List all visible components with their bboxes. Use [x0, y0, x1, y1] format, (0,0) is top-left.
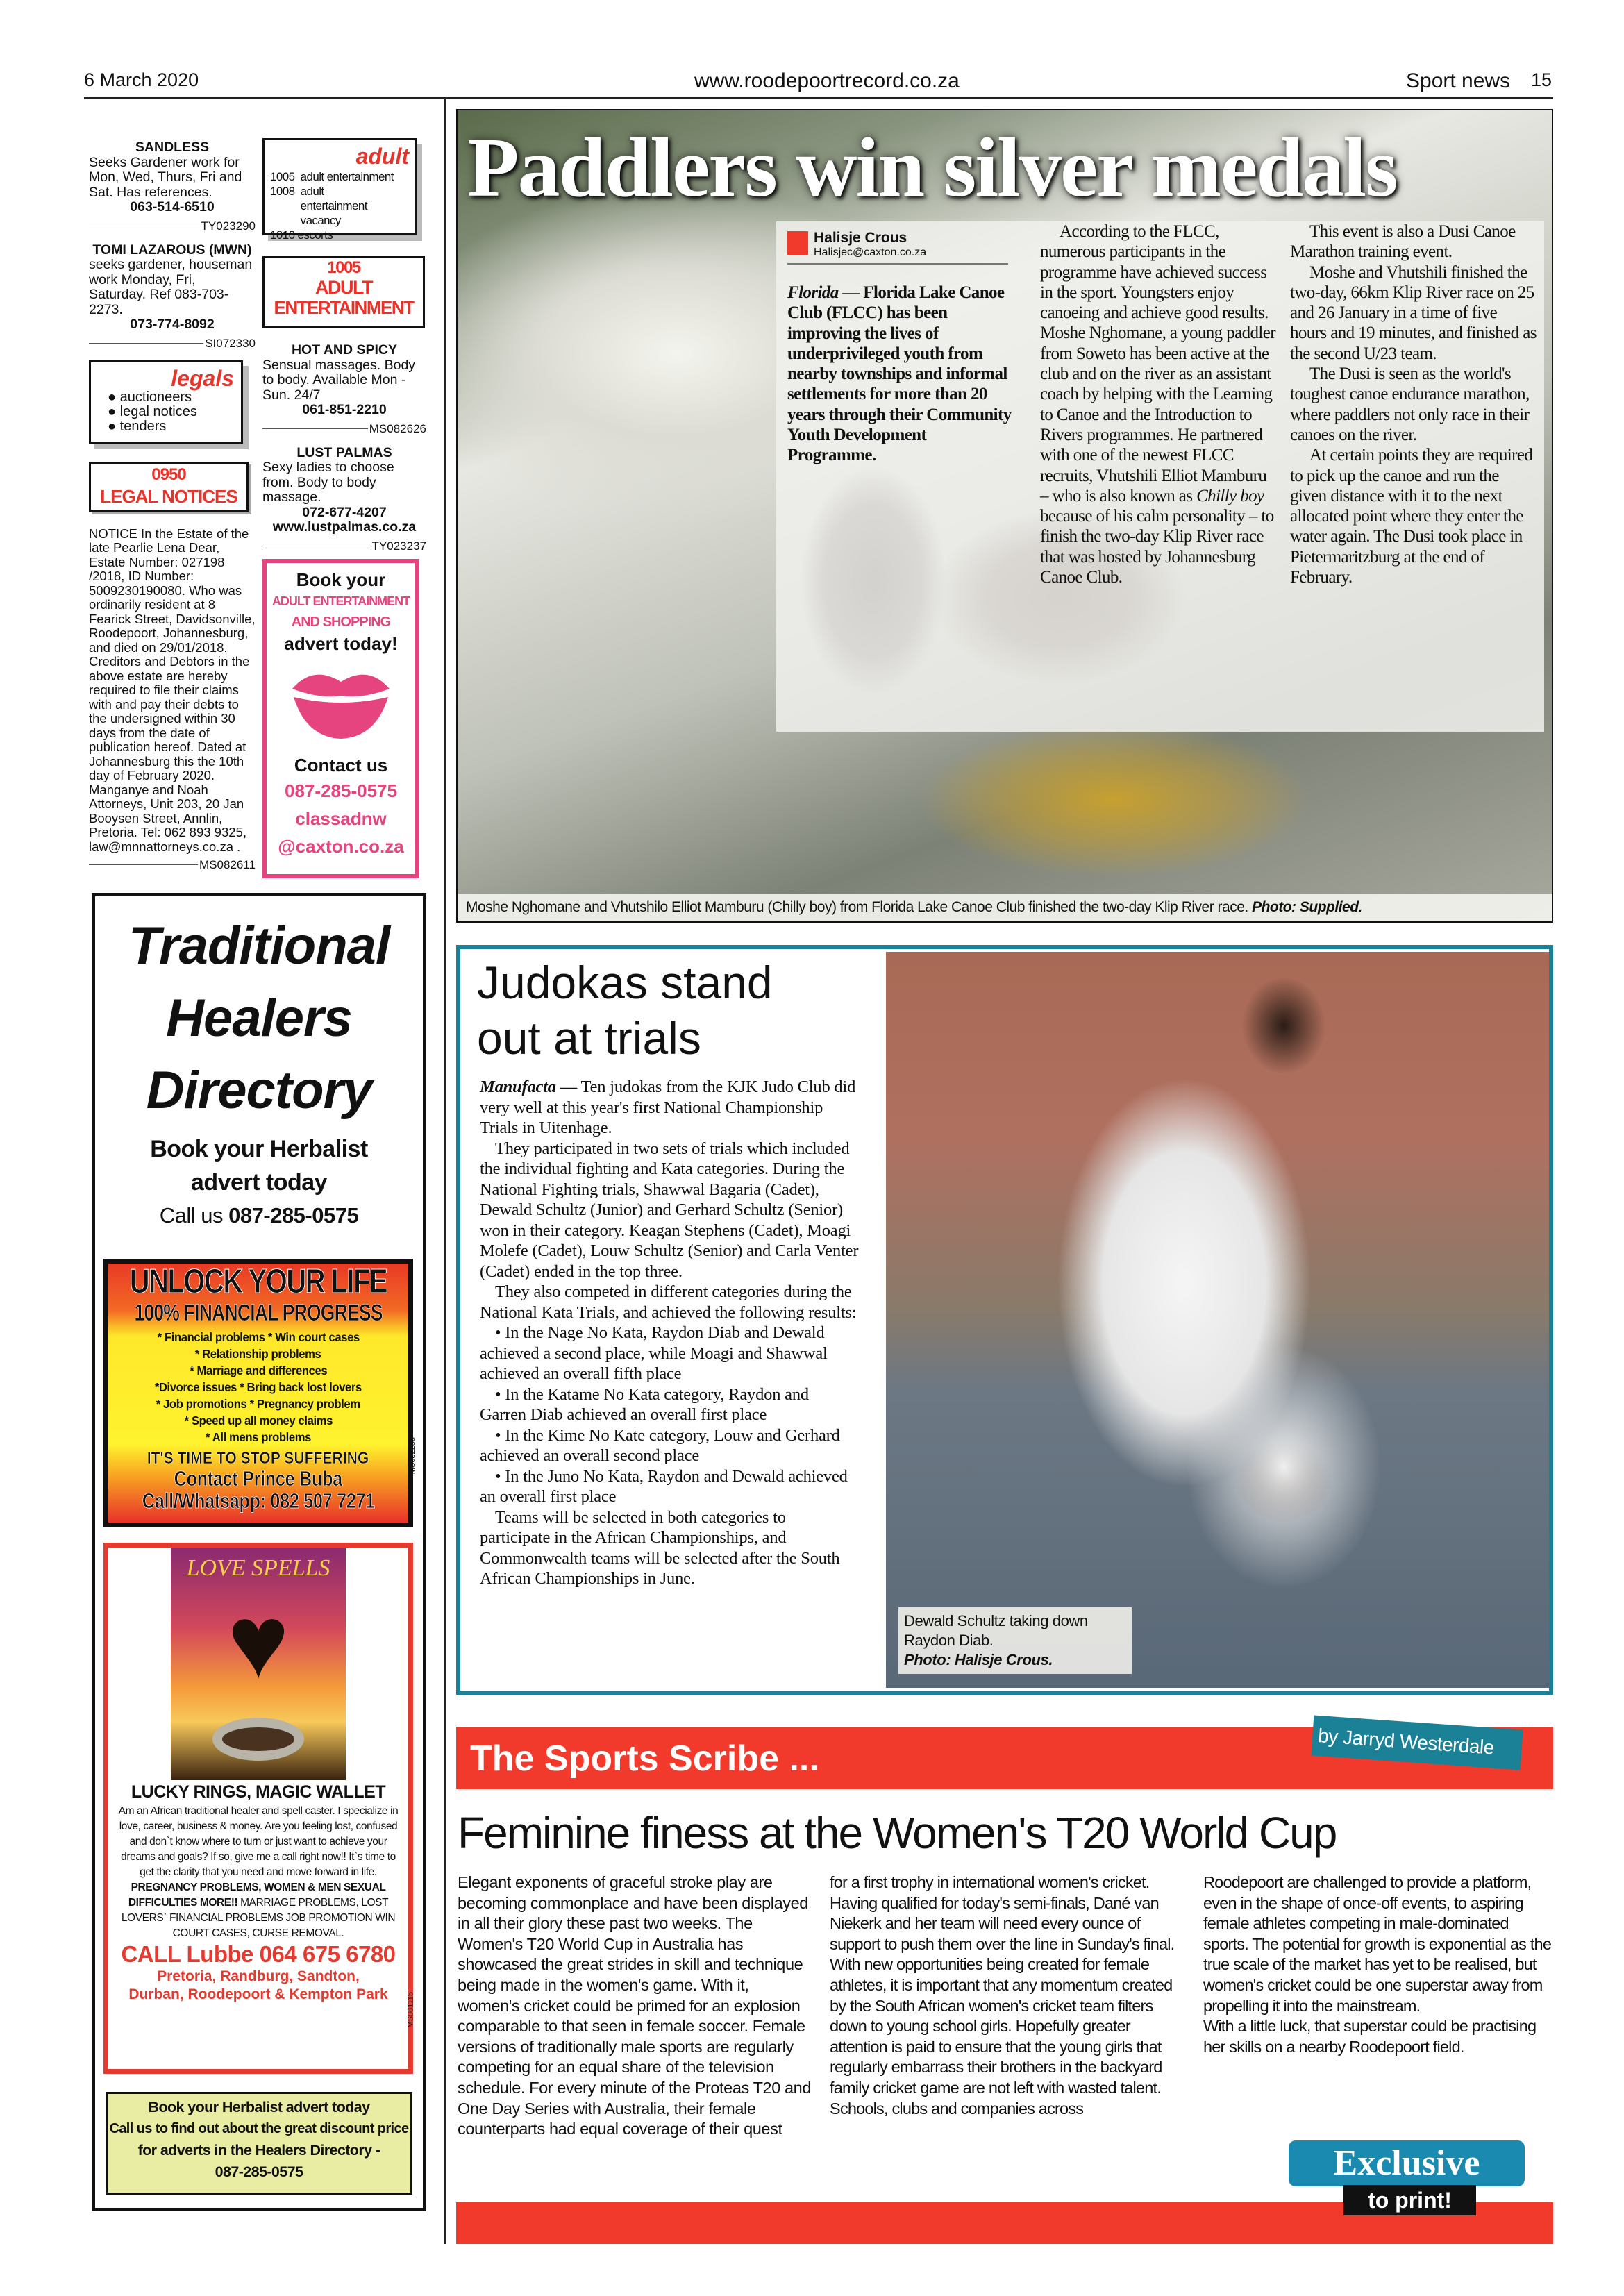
ad-title: TOMI LAZAROUS (MWN) — [92, 242, 252, 258]
ring-icon — [212, 1718, 304, 1761]
article-headline: Paddlers win silver medals — [467, 121, 1397, 215]
promo-line: ADULT ENTERTAINMENT — [271, 594, 410, 608]
book-adult-advert-box — [262, 559, 419, 878]
promo-line: for adverts in the Healers Directory - — [137, 2142, 380, 2159]
column-divider — [444, 97, 446, 2244]
article-headline: Judokas stand out at trials — [477, 957, 773, 1064]
category-label: ENTERTAINMENT — [274, 297, 414, 318]
photo-caption: Moshe Nghomane and Vhutshilo Elliot Mamburu (Chilly boy) from Florida Lake Canoe Club finished the two-day Klip River race. Photo: Supplied. — [458, 894, 1552, 921]
ad-website[interactable]: www.lustpalmas.co.za — [272, 519, 417, 535]
ad-body: MARRIAGE PROBLEMS, LOST LOVERS` FINANCIAL PROBLEMS JOB PROMOTION WIN COURT CASES, CURSE REMOVAL. — [121, 1897, 396, 1939]
article-column-1: Elegant exponents of graceful stroke play are becoming commonplace and have been displayed in all their glory these past two weeks. The Women's T20 World Cup in Australia has showcased the great strides in skill and technique being made in the women's game. With it, women's cricket could be primed for an explosion comparable to that seen in female soccer. Female versions of traditionally male sports are regularly competing for an equal share of the television schedule. For every minute of the Proteas T20 and One Day Series with Australia, their female counterparts had equal coverage of their quest — [458, 1873, 812, 2138]
directory-promo: Book your Herbalist — [150, 1136, 368, 1162]
ad-body: Seeks Gardener work for Mon, Wed, Thurs, Fri and Sat. Has references. — [89, 154, 242, 200]
promo-line: AND SHOPPING — [291, 614, 391, 630]
ad-item: * Job promotions * Pregnancy problem — [156, 1397, 360, 1411]
promo-line: Call us to find out about the great discount price — [109, 2121, 409, 2136]
directory-title: Healers — [166, 989, 352, 1048]
legal-notices-header — [89, 462, 249, 512]
ad-ref: MS082611 — [199, 858, 256, 871]
paddlers-article — [456, 109, 1553, 923]
lips-icon — [285, 661, 396, 744]
classifieds-column-2 — [262, 138, 426, 878]
ad-title: LUCKY RINGS, MAGIC WALLET — [131, 1782, 386, 1802]
article-column-3: This event is also a Dusi Canoe Marathon training event. Moshe and Vhutshili finished the two-day, 66km Klip River race on 25 and 26 January in a time of five hours and 19 minutes, and finished as the second U/23 team. The Dusi is seen as the world's toughest canoe endurance marathon, where paddlers not only race in their canoes on the river. At certain points they are required to pick up the canoe and run the given distance with it to the next allocated point where they enter the water again. The Dusi took place in Pietermaritzburg at the end of February. — [1290, 222, 1537, 587]
judo-article — [456, 945, 1553, 1695]
ad-phone: 072-677-4207 — [302, 504, 387, 520]
category-code: 1005 — [327, 258, 360, 277]
ad-ref: MS081115 — [407, 1992, 415, 2028]
ad-lust-palmas — [262, 444, 426, 553]
legals-heading: legals — [171, 365, 234, 391]
love-spells-image — [171, 1548, 346, 1780]
ad-areas: Pretoria, Randburg, Sandton, — [157, 1968, 360, 1984]
ad-body: NOTICE In the Estate of the late Pearlie Lena Dear, Estate Number: 027198 /2018, ID Number: 5009230190080. Who was ordinarily resident at 8 Fearick Street, Davidsonville, Roodepoort, Johannesburg, and died on 29/01/2018. Creditors and Debtors in the above estate are hereby required to file their claims with and pay their debts to the undersigned within 30 days from the date of publication hereof. Dated at Johannesburg this the 10th day of February 2020. Manganye and Noah Attorneys, Unit 203, 20 Jan Booysen Street, Annlin, Pretoria. Tel: 062 893 9325, law@mnnattorneys.co.za . — [89, 526, 256, 854]
category-label: LEGAL NOTICES — [100, 485, 237, 507]
contact-email[interactable]: classadnw — [295, 808, 387, 829]
article-column-2: for a first trophy in international women's cricket. Having qualified for today's semi-finals, Dané van Niekerk and her team will need every ounce of support to push them over the line in Sunday's final. With new opportunities being created for female athletes, it is important that any momentum created by the South African women's cricket team filters down to young school girls. Hopefully greater attention is paid to ensure that the young girls that regularly embarrass their brothers in the backyard family cricket game are not left with wasted talent. Schools, clubs and companies across — [830, 1873, 1175, 2118]
herbalist-advert-box — [106, 2092, 412, 2195]
ad-phone[interactable]: CALL Lubbe 064 675 6780 — [121, 1941, 396, 1967]
adult-item: 1010 escorts — [270, 228, 333, 242]
contact-email[interactable]: @caxton.co.za — [278, 836, 404, 857]
ad-item: * Speed up all money claims — [184, 1414, 333, 1427]
ad-item: * Relationship problems — [195, 1347, 321, 1361]
ad-item: *Divorce issues * Bring back lost lovers — [154, 1380, 362, 1394]
ad-ref: SI072330 — [205, 336, 256, 350]
legals-item: ● auctioneers — [108, 389, 192, 405]
ad-love-spells — [103, 1543, 413, 2074]
ad-body: seeks gardener, houseman work Monday, Fri, Saturday. Ref 083-703-2273. — [89, 257, 253, 317]
article-headline: Feminine finess at the Women's T20 World Cup — [458, 1808, 1337, 1858]
ad-phone[interactable]: Call/Whatsapp: 082 507 7271 — [142, 1489, 375, 1513]
legals-index-box — [89, 360, 243, 444]
column-title: The Sports Scribe ... — [470, 1738, 819, 1779]
article-column-2: According to the FLCC, numerous participants in the programme have achieved success in the sport. Youngsters enjoy canoeing and achieve good results. Moshe Nghomane, a young paddler from Soweto has been active at the club and on the river as an assistant coach by helping with the Learning to Canoe and the Introduction to Rivers programmes. He partnered with one of the newest FLCC recruits, Vhutshili Elliot Mamburu – who is also known as Chilly boy because of his calm personality – to finish the two-day Klip River race that was hosted by Johannesburg Canoe Club. — [1040, 222, 1275, 587]
ad-unlock-your-life — [103, 1259, 417, 1527]
ad-hot-and-spicy — [262, 342, 426, 435]
ad-phone: 073-774-8092 — [130, 317, 215, 332]
ad-body-bold: PREGNANCY PROBLEMS, WOMEN & MEN SEXUAL DIFFICULTIES MORE!! — [128, 1882, 386, 1909]
promo-line: Book your — [296, 569, 386, 590]
header-rule — [84, 97, 1553, 99]
directory-title: Directory — [146, 1061, 372, 1120]
website-url[interactable]: www.roodepoortrecord.co.za — [694, 69, 960, 92]
ad-banner: LOVE SPELLS — [186, 1555, 330, 1581]
call-label: Call us — [159, 1203, 224, 1227]
adult-index-box — [262, 138, 417, 242]
photo-caption: Dewald Schultz taking down Raydon Diab. Photo: Halisje Crous. — [898, 1607, 1132, 1674]
ad-title: UNLOCK YOUR LIFE — [129, 1263, 387, 1300]
adult-entertainment-header — [262, 256, 425, 328]
to-print-label: to print! — [1343, 2185, 1476, 2215]
ad-ref: TY023290 — [201, 219, 256, 233]
ad-tomi — [89, 242, 256, 350]
ad-title: SANDLESS — [135, 140, 210, 155]
ad-contact: Contact Prince Buba — [174, 1466, 343, 1491]
byline-marker — [787, 231, 808, 255]
promo-phone[interactable]: 087-285-0575 — [215, 2163, 303, 2180]
category-code: 0950 — [151, 464, 186, 484]
ad-title: LUST PALMAS — [296, 444, 392, 460]
author-email[interactable]: Halisjec@caxton.co.za — [814, 246, 927, 258]
ad-item: * Marriage and differences — [189, 1364, 328, 1377]
article-body: Manufacta — Ten judokas from the KJK Judo Club did very well at this year's first National Championship Trials in Uitenhage. They participated in two sets of trials which included the individual fighting and Kata categories. During the National Fighting trials, Shawwal Bagaria (Cadet), Dewald Schultz (Junior) and Gerhard Schultz (Senior) won in their category. Keagan Stephens (Cadet), Moagi Molefe (Cadet), Louw Schultz (Senior) and Carla Venter (Cadet) ended in the top three. They also competed in different categories during the National Kata Trials, and achieved the following results: • In the Nage No Kata, Raydon Diab and Dewald achieved a second place, while Moagi and Shawwal achieved an overall fifth place • In the Katame No Kata category, Raydon and Garren Diab achieved an overall first place • In the Kime No Kate category, Louw and Gerhard achieved an overall second place • In the Juno No Kata, Raydon and Dewald achieved an overall first place Teams will be selected in both categories to participate in the African Championships, and Commonwealth teams will be selected after the South African Championships in June. — [480, 1078, 859, 1588]
ad-title: HOT AND SPICY — [291, 342, 398, 358]
ad-estate-notice — [89, 526, 256, 871]
article-text-panel — [776, 221, 1544, 732]
promo-line: Book your Herbalist advert today — [148, 2099, 370, 2115]
exclusive-badge: Exclusive — [1289, 2140, 1525, 2186]
byline — [787, 230, 1008, 265]
judo-photo — [886, 952, 1549, 1688]
directory-promo: advert today — [190, 1169, 328, 1196]
article-intro: Florida — Florida Lake Canoe Club (FLCC) has been improving the lives of underprivileged youth from nearby townships and informal settlements for more than 20 years through their Community Youth Development Programme. — [787, 283, 1012, 465]
adult-item: 1005 adult entertainment — [270, 170, 394, 183]
heart-hands-icon: ♥ — [227, 1583, 290, 1700]
ad-slogan: IT'S TIME TO STOP SUFFERING — [147, 1449, 369, 1468]
article-column-3: Roodepoort are challenged to provide a platform, even in the shape of once-off events, to aspiring female athletes competing in male-dominated sports. The potential for growth is exponential as the true scale of the market has yet to be realised, but women's cricket could be one superstar away from propelling it into the mainstream. With a little luck, that superstar could be practising her skills on a nearby Roodepoort field. — [1203, 1873, 1552, 2056]
section-name: Sport news — [1406, 69, 1511, 92]
legals-item: ● legal notices — [108, 403, 197, 419]
promo-line: advert today! — [284, 632, 398, 654]
ad-body: Sexy ladies to choose from. Body to body massage. — [262, 460, 394, 505]
ad-phone: 063-514-6510 — [130, 199, 215, 215]
call-phone[interactable]: 087-285-0575 — [228, 1203, 359, 1227]
contact-label: Contact us — [294, 755, 388, 776]
ad-ref: TY023237 — [371, 539, 426, 553]
issue-date: 6 March 2020 — [84, 69, 199, 90]
directory-title: Traditional — [128, 916, 390, 975]
ad-body: Sensual massages. Body to body. Available Mon - Sun. 24/7 — [262, 357, 416, 403]
ad-body: Am an African traditional healer and spell caster. I specialize in love, career, business & money. Are you feeling lost, confused and don`t know where to turn or just want to achieve your dreams and goals? If so, give me a call right now!! It`s time to get the clarity that you need and move forward in life. — [118, 1805, 399, 1878]
ad-item: * Financial problems * Win court cases — [157, 1330, 360, 1344]
adult-heading: adult — [355, 144, 409, 169]
ad-sandless — [89, 140, 256, 233]
adult-item: 1008 adult entertainment vacancy — [270, 185, 367, 227]
column-byline: by Jarryd Westerdale — [1311, 1716, 1523, 1770]
contact-phone[interactable]: 087-285-0575 — [285, 780, 397, 801]
ad-ref: MS082253 — [408, 1437, 417, 1475]
author-name: Halisje Crous — [814, 230, 907, 246]
legals-item: ● tenders — [108, 418, 167, 434]
page-number: 15 — [1531, 69, 1552, 90]
ad-ref: MS082626 — [369, 421, 426, 435]
category-label: ADULT — [315, 277, 372, 298]
ad-subtitle: 100% FINANCIAL PROGRESS — [134, 1300, 383, 1326]
ad-item: * All mens problems — [206, 1430, 311, 1444]
ad-phone: 061-851-2210 — [302, 402, 387, 417]
ad-areas: Durban, Roodepoort & Kempton Park — [128, 1986, 388, 2002]
classifieds-column-1 — [89, 140, 256, 882]
